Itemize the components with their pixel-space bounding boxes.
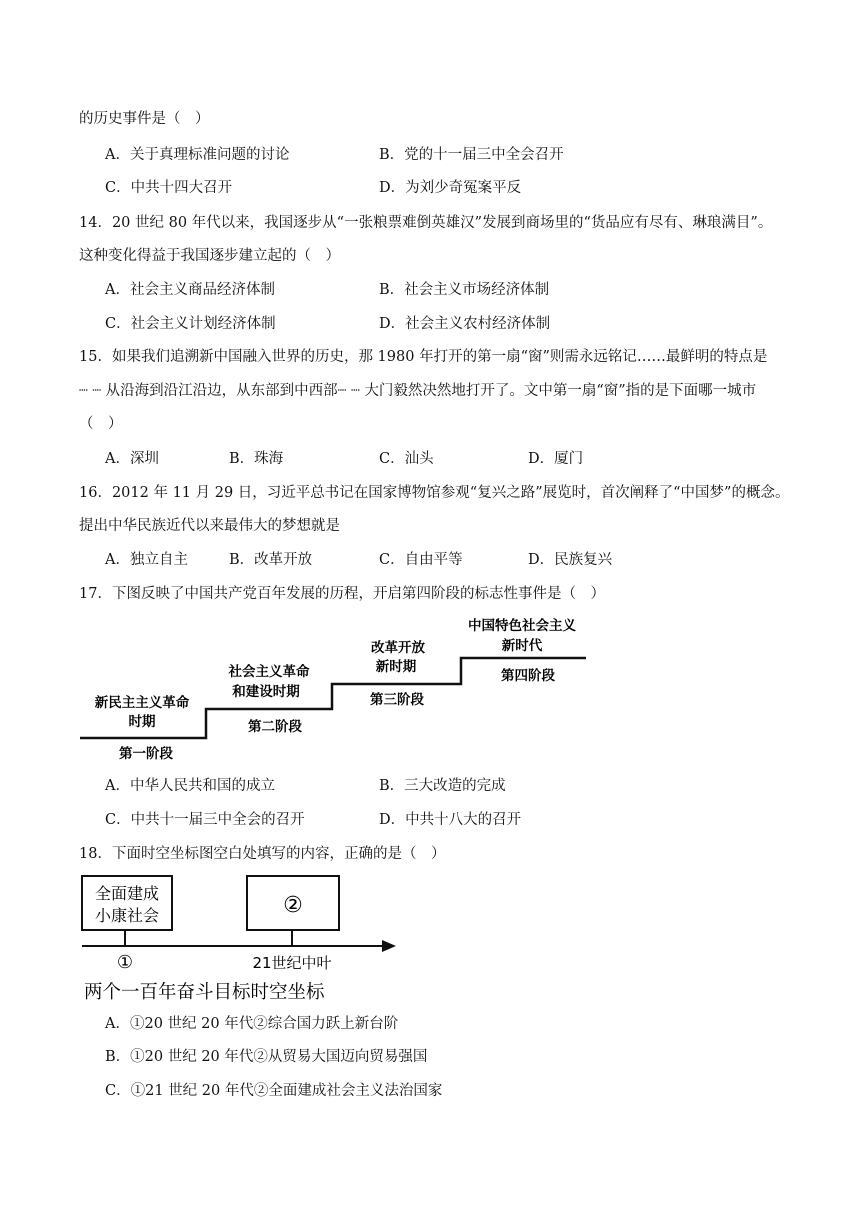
q14-stem-line1: 14．20 世纪 80 年代以来，我国逐步从“一张粮票难倒英雄汉”发展到商场里的“货品应有尽有、琳琅满目”。	[79, 215, 773, 231]
stage4-label: 第四阶段	[501, 668, 555, 684]
stage1-title-line1: 新民主主义革命	[94, 695, 190, 711]
q15-option-c[interactable]: C．汕头	[379, 451, 434, 467]
box1-line2: 小康社会	[94, 906, 160, 925]
q16-stem-line1: 16．2012 年 11 月 29 日，习近平总书记在国家博物馆参观“复兴之路”展览时，首次阐释了“中国梦”的概念。	[79, 485, 790, 501]
box1-line1: 全面建成	[94, 884, 160, 903]
q18-option-b[interactable]: B．①20 世纪 20 年代②从贸易大国迈向贸易强国	[105, 1049, 428, 1065]
q17-stem: 17．下图反映了中国共产党百年发展的历程，开启第四阶段的标志性事件是（ ）	[79, 586, 605, 602]
q18-option-a[interactable]: A．①20 世纪 20 年代②综合国力跃上新台阶	[105, 1016, 399, 1032]
box2-label: ②	[283, 893, 303, 918]
stage3-title-line1: 改革开放	[371, 640, 425, 656]
stage4-title-line2: 新时代	[501, 638, 543, 654]
q18-stem: 18．下面时空坐标图空白处填写的内容，正确的是（ ）	[79, 846, 446, 862]
q17-option-d[interactable]: D．中共十八大的召开	[379, 812, 522, 828]
q17-option-b[interactable]: B．三大改造的完成	[379, 778, 506, 794]
stage3-title-line2: 新时期	[375, 659, 417, 675]
q17-option-c[interactable]: C．中共十一届三中全会的召开	[105, 812, 305, 828]
q14-stem-line2: 这种变化得益于我国逐步建立起的（ ）	[79, 248, 340, 264]
q17-staircase-figure	[76, 612, 596, 772]
q15-option-a[interactable]: A．深圳	[105, 451, 159, 467]
q18-option-c[interactable]: C．①21 世纪 20 年代②全面建成社会主义法治国家	[105, 1083, 443, 1099]
figure-caption: 两个一百年奋斗目标时空坐标	[84, 982, 325, 1003]
q13-option-d[interactable]: D．为刘少奇冤案平反	[379, 180, 522, 196]
q14-option-d[interactable]: D．社会主义农村经济体制	[379, 316, 551, 332]
q17-option-a[interactable]: A．中华人民共和国的成立	[105, 778, 275, 794]
stage1-title-line2: 时期	[128, 714, 156, 730]
q14-option-b[interactable]: B．社会主义市场经济体制	[379, 282, 550, 298]
q16-option-c[interactable]: C．自由平等	[379, 552, 463, 568]
q13-stem-tail: 的历史事件是（ ）	[79, 111, 210, 127]
q15-option-b[interactable]: B．珠海	[229, 451, 284, 467]
q16-option-a[interactable]: A．独立自主	[105, 552, 188, 568]
q14-option-c[interactable]: C．社会主义计划经济体制	[105, 316, 276, 332]
q13-option-a[interactable]: A．关于真理标准问题的讨论	[105, 147, 290, 163]
stage2-label: 第二阶段	[248, 719, 302, 735]
q15-stem-line3: （ ）	[79, 416, 123, 432]
q16-option-b[interactable]: B．改革开放	[229, 552, 313, 568]
q16-stem-line2: 提出中华民族近代以来最伟大的梦想就是	[79, 518, 340, 534]
marker-1: ①	[116, 952, 134, 973]
stage2-title-line1: 社会主义革命	[228, 664, 310, 680]
q13-option-c[interactable]: C．中共十四大召开	[105, 180, 233, 196]
marker-2-label: 21世纪中叶	[252, 954, 332, 972]
q18-timeline-figure	[78, 872, 418, 1007]
stage1-label: 第一阶段	[119, 746, 173, 762]
stage4-title-line1: 中国特色社会主义	[468, 618, 576, 634]
stage3-label: 第三阶段	[370, 692, 424, 708]
axis-arrow-icon	[382, 940, 396, 952]
q15-stem-line2: ┈ ┈ 从沿海到沿江沿边，从东部到中西部┈ ┈ 大门毅然决然地打开了。文中第一扇“窗”指的是下面哪一城市	[79, 383, 757, 399]
q15-stem-line1: 15．如果我们追溯新中国融入世界的历史，那 1980 年打开的第一扇“窗”则需永远铭记……最鲜明的特点是	[79, 349, 768, 365]
q14-option-a[interactable]: A．社会主义商品经济体制	[105, 282, 275, 298]
q16-option-d[interactable]: D．民族复兴	[528, 552, 613, 568]
q13-option-b[interactable]: B．党的十一届三中全会召开	[379, 147, 564, 163]
stage2-title-line2: 和建设时期	[232, 684, 300, 700]
q15-option-d[interactable]: D．厦门	[528, 451, 584, 467]
